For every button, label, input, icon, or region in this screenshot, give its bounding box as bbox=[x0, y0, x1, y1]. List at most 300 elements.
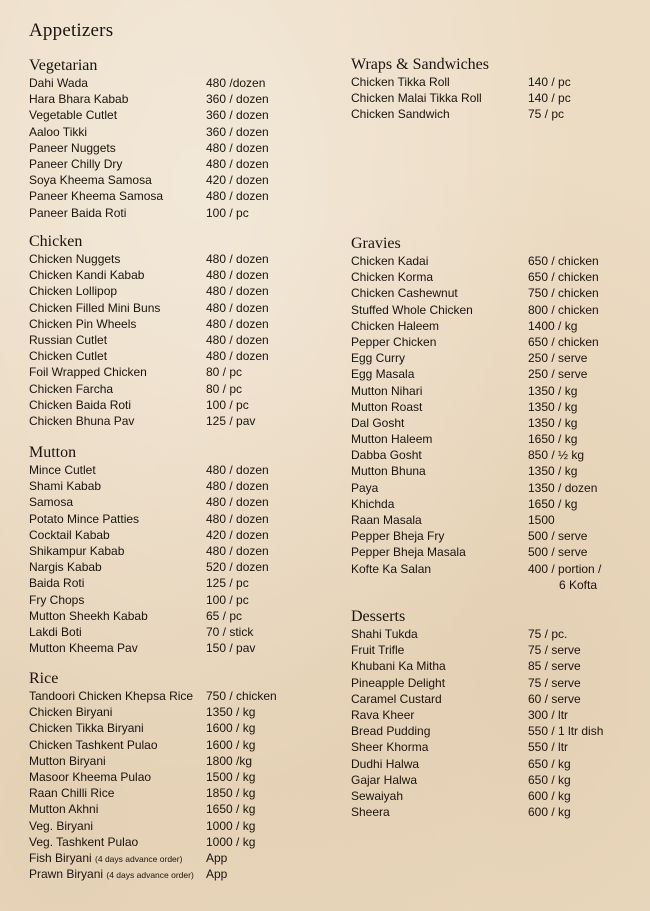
menu-item bbox=[351, 626, 646, 642]
item-name-text: Veg. Tashkent Pulao bbox=[29, 834, 139, 849]
item-name bbox=[351, 788, 528, 804]
item-name bbox=[29, 75, 206, 91]
item-price: 850 / ½ kg bbox=[528, 448, 585, 463]
item-name-text: Pineapple Delight bbox=[351, 675, 446, 690]
menu-item bbox=[351, 399, 646, 415]
item-name bbox=[29, 543, 206, 559]
item-price: 85 / serve bbox=[528, 659, 581, 674]
item-name-text: Mutton Bhuna bbox=[351, 464, 426, 479]
item-name-text: Baida Roti bbox=[29, 576, 85, 591]
menu-item bbox=[29, 381, 339, 397]
menu-item bbox=[351, 658, 646, 674]
item-name bbox=[29, 559, 206, 575]
menu-item bbox=[351, 512, 646, 528]
item-price: 650 / chicken bbox=[528, 270, 599, 285]
item-price: 1850 / kg bbox=[206, 786, 256, 801]
item-name-text: Veg. Biryani bbox=[29, 818, 94, 833]
item-list bbox=[351, 253, 646, 593]
item-price: 480 / dozen bbox=[206, 332, 269, 347]
item-name bbox=[351, 269, 528, 285]
menu-item bbox=[351, 90, 646, 106]
item-name bbox=[351, 366, 528, 382]
item-name bbox=[29, 381, 206, 397]
item-price: 250 / serve bbox=[528, 351, 588, 366]
item-price: 75 / serve bbox=[528, 675, 581, 690]
item-price: 300 / ltr bbox=[528, 707, 569, 722]
item-price: 1000 / kg bbox=[206, 818, 256, 833]
item-name-text: Shami Kabab bbox=[29, 479, 102, 494]
item-name-text: Egg Curry bbox=[351, 351, 406, 366]
menu-item bbox=[29, 267, 339, 283]
item-name bbox=[351, 383, 528, 399]
item-name-text: Chicken Pin Wheels bbox=[29, 316, 137, 331]
menu-item bbox=[29, 624, 339, 640]
item-price: 140 / pc bbox=[528, 75, 571, 89]
menu-item bbox=[29, 397, 339, 413]
item-price: 650 / kg bbox=[528, 772, 571, 787]
menu-item bbox=[29, 140, 339, 156]
item-name bbox=[29, 172, 206, 188]
item-price: 480 / dozen bbox=[206, 543, 269, 558]
item-name-text: Pepper Chicken bbox=[351, 334, 437, 349]
item-name bbox=[29, 834, 206, 850]
item-price: 1400 / kg bbox=[528, 318, 578, 333]
item-price: 1800 /kg bbox=[206, 753, 253, 768]
section-chicken bbox=[29, 232, 339, 443]
item-price: 1350 / kg bbox=[528, 464, 578, 479]
menu-item bbox=[29, 283, 339, 299]
item-name bbox=[29, 769, 206, 785]
item-name-text: Mutton Biryani bbox=[29, 753, 106, 768]
menu-item bbox=[29, 575, 339, 591]
item-name-text: Khichda bbox=[351, 496, 395, 511]
menu-item bbox=[351, 804, 646, 820]
menu-item bbox=[351, 739, 646, 755]
item-name bbox=[29, 720, 206, 736]
menu-item bbox=[29, 494, 339, 510]
menu-item bbox=[351, 106, 646, 122]
item-price: 100 / pc bbox=[206, 397, 249, 412]
item-price: 1350 / kg bbox=[528, 399, 578, 414]
item-name-text: Paya bbox=[351, 480, 379, 495]
menu-item bbox=[29, 251, 339, 267]
item-price: 125 / pc bbox=[206, 576, 249, 591]
item-price: 750 / chicken bbox=[528, 286, 599, 301]
item-name-text: Masoor Kheema Pulao bbox=[29, 769, 152, 784]
item-name bbox=[29, 850, 206, 866]
item-name bbox=[29, 124, 206, 140]
item-name-text: Paneer Baida Roti bbox=[29, 205, 127, 220]
item-name-text: Chicken Cashewnut bbox=[351, 286, 458, 301]
menu-item bbox=[351, 285, 646, 301]
item-name-text: Kofte Ka Salan bbox=[351, 561, 432, 576]
item-name-text: Dal Gosht bbox=[351, 415, 405, 430]
item-price: 125 / pav bbox=[206, 413, 256, 428]
item-name-text: Paneer Kheema Samosa bbox=[29, 189, 164, 204]
item-name-text: Paneer Chilly Dry bbox=[29, 156, 123, 171]
item-price: 80 / pc bbox=[206, 381, 243, 396]
item-name-text: Chicken Bhuna Pav bbox=[29, 413, 135, 428]
item-name bbox=[351, 756, 528, 772]
item-name bbox=[29, 107, 206, 123]
menu-item bbox=[29, 753, 339, 769]
item-name bbox=[29, 640, 206, 656]
item-name bbox=[29, 592, 206, 608]
item-name-text: Foil Wrapped Chicken bbox=[29, 365, 147, 380]
menu-item bbox=[29, 316, 339, 332]
item-price: 100 / pc bbox=[206, 592, 249, 607]
item-price: 75 / pc. bbox=[528, 627, 568, 641]
item-name bbox=[29, 332, 206, 348]
menu-item bbox=[29, 91, 339, 107]
item-price: 360 / dozen bbox=[206, 92, 269, 107]
item-name bbox=[351, 106, 528, 122]
menu-item bbox=[29, 850, 339, 866]
item-name bbox=[351, 723, 528, 739]
item-name-text: Lakdi Boti bbox=[29, 624, 82, 639]
item-price: 600 / kg bbox=[528, 788, 571, 803]
item-name bbox=[351, 74, 528, 90]
menu-item bbox=[29, 364, 339, 380]
item-name bbox=[351, 415, 528, 431]
item-name-text: Chicken Sandwich bbox=[351, 107, 450, 122]
item-name bbox=[29, 91, 206, 107]
item-price: 1600 / kg bbox=[206, 737, 256, 752]
menu-item bbox=[29, 640, 339, 656]
item-name bbox=[351, 739, 528, 755]
item-name bbox=[351, 447, 528, 463]
item-name-text: Sheer Khorma bbox=[351, 740, 429, 755]
item-list bbox=[29, 462, 339, 656]
item-name-text: Potato Mince Patties bbox=[29, 511, 140, 526]
item-price: 1350 / dozen bbox=[528, 480, 598, 495]
item-price: 1500 / kg bbox=[206, 769, 256, 784]
item-price: App bbox=[206, 850, 228, 865]
menu-item bbox=[351, 415, 646, 431]
item-price-cont: 6 Kofta bbox=[559, 577, 598, 592]
item-name bbox=[351, 463, 528, 479]
item-name-text: Caramel Custard bbox=[351, 691, 442, 706]
menu-item bbox=[29, 559, 339, 575]
section-mutton bbox=[29, 443, 339, 669]
item-name-text: Fry Chops bbox=[29, 592, 85, 607]
item-price: 60 / serve bbox=[528, 691, 581, 706]
item-price: 400 / portion / bbox=[528, 561, 602, 576]
menu-item bbox=[29, 737, 339, 753]
page-title: Appetizers bbox=[29, 20, 114, 41]
item-name bbox=[29, 188, 206, 204]
item-name bbox=[29, 205, 206, 221]
item-name-text: Soya Kheema Samosa bbox=[29, 173, 152, 188]
item-price: 420 / dozen bbox=[206, 173, 269, 188]
item-list bbox=[351, 74, 646, 123]
item-name-text: Gajar Halwa bbox=[351, 772, 418, 787]
item-price: 75 / serve bbox=[528, 643, 581, 658]
menu-item bbox=[29, 801, 339, 817]
item-price: 500 / serve bbox=[528, 529, 588, 544]
item-price: 750 / chicken bbox=[206, 689, 277, 703]
menu-item bbox=[29, 478, 339, 494]
section-title: Wraps & Sandwiches bbox=[351, 56, 489, 73]
menu-item bbox=[351, 496, 646, 512]
item-name bbox=[29, 737, 206, 753]
menu-item bbox=[29, 527, 339, 543]
menu-item bbox=[351, 707, 646, 723]
item-name-text: Mutton Akhni bbox=[29, 802, 99, 817]
item-name-text: Chicken Filled Mini Buns bbox=[29, 300, 161, 315]
item-name bbox=[351, 561, 528, 577]
section-title: Desserts bbox=[351, 608, 406, 625]
section-desserts bbox=[351, 607, 646, 820]
item-name-text: Dudhi Halwa bbox=[351, 756, 420, 771]
item-price: 550 / 1 ltr dish bbox=[528, 724, 604, 739]
item-name-text: Tandoori Chicken Khepsa Rice bbox=[29, 689, 194, 703]
item-price: 480 / dozen bbox=[206, 511, 269, 526]
menu-item bbox=[29, 511, 339, 527]
item-name bbox=[29, 397, 206, 413]
menu-item bbox=[351, 756, 646, 772]
item-price: 100 / pc bbox=[206, 205, 249, 220]
item-name bbox=[351, 642, 528, 658]
section-gravies bbox=[351, 234, 646, 607]
item-price: 1650 / kg bbox=[206, 802, 256, 817]
menu-item bbox=[29, 348, 339, 364]
menu-item bbox=[29, 592, 339, 608]
item-name-text: Raan Chilli Rice bbox=[29, 786, 115, 801]
section-title: Mutton bbox=[29, 444, 77, 461]
item-name-text: Fruit Trifle bbox=[351, 643, 405, 658]
item-name bbox=[29, 300, 206, 316]
item-price: 360 / dozen bbox=[206, 108, 269, 123]
item-name-text: Nargis Kabab bbox=[29, 560, 102, 575]
item-name bbox=[29, 140, 206, 156]
section-title: Rice bbox=[29, 670, 59, 687]
section-rice bbox=[29, 669, 339, 882]
menu-item bbox=[351, 74, 646, 90]
item-name bbox=[29, 818, 206, 834]
item-price: 650 / chicken bbox=[528, 254, 599, 268]
menu-item bbox=[351, 675, 646, 691]
section-title: Vegetarian bbox=[29, 57, 98, 74]
menu-item bbox=[351, 350, 646, 366]
item-name-text: Chicken Kandi Kabab bbox=[29, 268, 145, 283]
item-price: 650 / chicken bbox=[528, 334, 599, 349]
menu-item bbox=[351, 642, 646, 658]
item-price: 420 / dozen bbox=[206, 527, 269, 542]
item-name-text: Pepper Bheja Fry bbox=[351, 529, 445, 544]
item-list bbox=[29, 251, 339, 429]
menu-item bbox=[29, 720, 339, 736]
menu-item bbox=[351, 253, 646, 269]
item-price: 1350 / kg bbox=[206, 705, 256, 720]
item-name-text: Khubani Ka Mitha bbox=[351, 659, 446, 674]
item-name bbox=[29, 608, 206, 624]
item-price: 75 / pc bbox=[528, 107, 565, 122]
item-price: 1650 / kg bbox=[528, 432, 578, 447]
item-name bbox=[29, 527, 206, 543]
item-price: 1350 / kg bbox=[528, 383, 578, 398]
item-name-text: Chicken Cutlet bbox=[29, 349, 108, 364]
item-price: 480 / dozen bbox=[206, 252, 269, 266]
menu-item bbox=[29, 543, 339, 559]
menu-item bbox=[29, 866, 339, 882]
item-price: 250 / serve bbox=[528, 367, 588, 382]
item-name-text: Dabba Gosht bbox=[351, 448, 422, 463]
item-name bbox=[351, 399, 528, 415]
item-name bbox=[29, 251, 206, 267]
item-price: 480 / dozen bbox=[206, 189, 269, 204]
item-note: (4 days advance order) bbox=[106, 870, 194, 881]
menu-item bbox=[351, 269, 646, 285]
item-name bbox=[351, 772, 528, 788]
menu-item bbox=[351, 561, 646, 577]
item-price: 600 / kg bbox=[528, 805, 571, 820]
section-wraps bbox=[351, 55, 646, 234]
menu-item bbox=[351, 691, 646, 707]
item-name-text: Chicken Lollipop bbox=[29, 284, 118, 299]
item-price: 550 / ltr bbox=[528, 740, 569, 755]
item-name-text: Chicken Korma bbox=[351, 270, 434, 285]
item-price: 360 / dozen bbox=[206, 124, 269, 139]
item-price: 480 / dozen bbox=[206, 479, 269, 494]
item-price: 70 / stick bbox=[206, 624, 254, 639]
item-name bbox=[351, 496, 528, 512]
item-name-text: Chicken Haleem bbox=[351, 318, 440, 333]
item-price: 800 / chicken bbox=[528, 302, 599, 317]
item-name bbox=[351, 90, 528, 106]
item-price: 480 / dozen bbox=[206, 284, 269, 299]
item-price: 80 / pc bbox=[206, 365, 243, 380]
item-name bbox=[351, 626, 528, 642]
item-name bbox=[29, 478, 206, 494]
item-name bbox=[29, 494, 206, 510]
item-name-text: Chicken Kadai bbox=[351, 254, 429, 268]
menu-item bbox=[351, 302, 646, 318]
section-vegetarian bbox=[29, 56, 339, 232]
item-price: 480 / dozen bbox=[206, 495, 269, 510]
item-name bbox=[29, 316, 206, 332]
item-name-text: Chicken Baida Roti bbox=[29, 397, 132, 412]
menu-item bbox=[29, 188, 339, 204]
item-name-text: Mutton Haleem bbox=[351, 432, 433, 447]
item-name bbox=[29, 801, 206, 817]
item-name bbox=[351, 253, 528, 269]
menu-item bbox=[29, 688, 339, 704]
item-price: 500 / serve bbox=[528, 545, 588, 560]
item-price: 480 / dozen bbox=[206, 316, 269, 331]
item-price: 480 /dozen bbox=[206, 76, 266, 90]
item-price: 65 / pc bbox=[206, 608, 243, 623]
menu-item bbox=[29, 834, 339, 850]
item-price: 1650 / kg bbox=[528, 496, 578, 511]
item-name bbox=[29, 785, 206, 801]
item-name bbox=[29, 283, 206, 299]
menu-item bbox=[351, 334, 646, 350]
item-name-text: Fish Biryani bbox=[29, 850, 92, 865]
menu-item bbox=[29, 75, 339, 91]
item-name-text: Pepper Bheja Masala bbox=[351, 545, 466, 560]
item-name bbox=[29, 866, 206, 882]
item-name bbox=[351, 350, 528, 366]
item-name-text: Sewaiyah bbox=[351, 788, 404, 803]
menu-item bbox=[351, 447, 646, 463]
item-name bbox=[351, 691, 528, 707]
item-price: 480 / dozen bbox=[206, 156, 269, 171]
menu-item bbox=[29, 608, 339, 624]
item-name-text: Rava Kheer bbox=[351, 707, 415, 722]
item-name-text: Sheera bbox=[351, 805, 390, 820]
menu-item bbox=[351, 463, 646, 479]
menu-item bbox=[29, 413, 339, 429]
item-name bbox=[29, 413, 206, 429]
item-name-text: Chicken Malai Tikka Roll bbox=[351, 91, 482, 106]
menu-item bbox=[351, 723, 646, 739]
item-name-text: Mutton Roast bbox=[351, 399, 423, 414]
item-name bbox=[29, 624, 206, 640]
item-price-continued bbox=[351, 577, 646, 593]
item-name-text: Mutton Kheema Pav bbox=[29, 641, 138, 656]
item-name bbox=[29, 462, 206, 478]
item-name-text: Chicken Tikka Roll bbox=[351, 75, 450, 89]
item-price: 480 / dozen bbox=[206, 463, 269, 477]
item-name-text: Paneer Nuggets bbox=[29, 140, 116, 155]
item-price: 150 / pav bbox=[206, 641, 256, 656]
item-name-text: Cocktail Kabab bbox=[29, 527, 110, 542]
item-name bbox=[29, 156, 206, 172]
item-price: 480 / dozen bbox=[206, 140, 269, 155]
item-price: 520 / dozen bbox=[206, 560, 269, 575]
menu-item bbox=[29, 704, 339, 720]
menu-item bbox=[351, 366, 646, 382]
item-name bbox=[29, 704, 206, 720]
item-name bbox=[351, 675, 528, 691]
menu-item bbox=[29, 205, 339, 221]
item-name-text: Bread Pudding bbox=[351, 724, 431, 739]
menu-item bbox=[351, 431, 646, 447]
item-price: 1500 bbox=[528, 513, 555, 527]
item-name bbox=[29, 348, 206, 364]
menu-item bbox=[29, 818, 339, 834]
menu-item bbox=[351, 788, 646, 804]
menu-item bbox=[29, 462, 339, 478]
item-name-text: Stuffed Whole Chicken bbox=[351, 302, 473, 317]
item-name bbox=[351, 707, 528, 723]
item-name bbox=[351, 334, 528, 350]
menu-item bbox=[29, 769, 339, 785]
item-name-text: Vegetable Cutlet bbox=[29, 108, 118, 123]
menu-item bbox=[351, 544, 646, 560]
item-list bbox=[29, 75, 339, 221]
menu-item bbox=[29, 124, 339, 140]
item-name-text: Dahi Wada bbox=[29, 76, 88, 90]
item-price: 650 / kg bbox=[528, 756, 571, 771]
item-price: 1600 / kg bbox=[206, 721, 256, 736]
item-name-text: Mutton Sheekh Kabab bbox=[29, 608, 148, 623]
item-name-text: Hara Bhara Kabab bbox=[29, 92, 129, 107]
item-note: (4 days advance order) bbox=[95, 853, 183, 864]
item-name-text: Mutton Nihari bbox=[351, 383, 423, 398]
item-price: 140 / pc bbox=[528, 91, 571, 106]
item-name bbox=[29, 364, 206, 380]
menu-item bbox=[29, 107, 339, 123]
item-name bbox=[351, 658, 528, 674]
item-name-text: Chicken Tikka Biryani bbox=[29, 721, 144, 736]
item-price: 480 / dozen bbox=[206, 349, 269, 364]
item-name-text: Egg Masala bbox=[351, 367, 415, 382]
item-name bbox=[29, 511, 206, 527]
item-name-text: Russian Cutlet bbox=[29, 332, 108, 347]
item-name bbox=[351, 804, 528, 820]
